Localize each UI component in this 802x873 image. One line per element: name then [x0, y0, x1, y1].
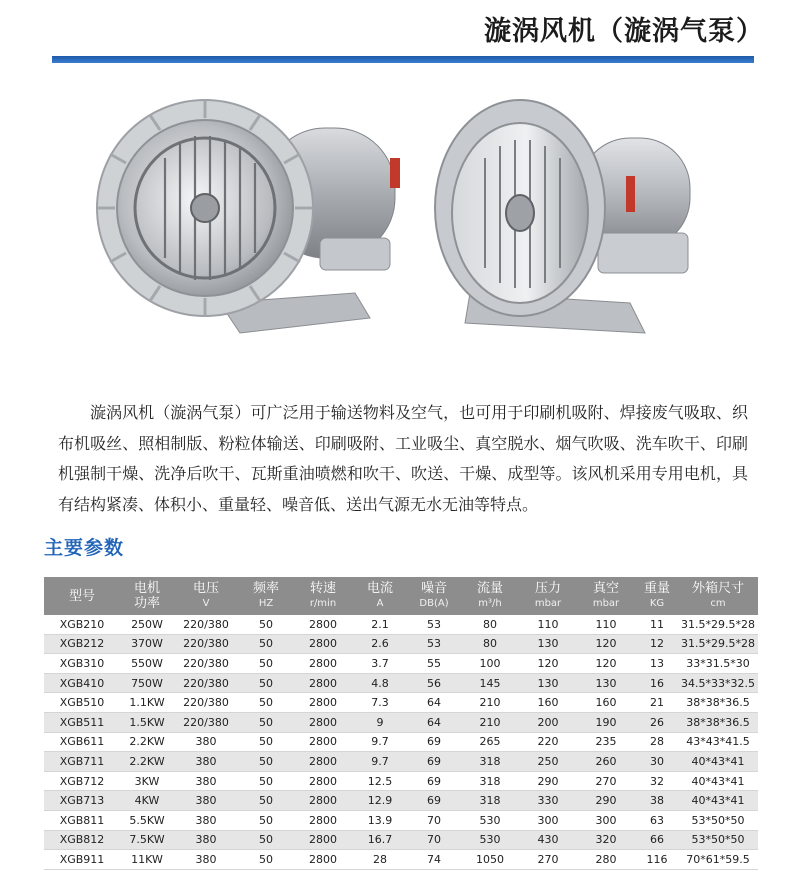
section-title: 主要参数	[44, 537, 125, 559]
table-cell: 130	[520, 673, 576, 693]
column-header: 真空 mbar	[576, 577, 636, 615]
table-cell: 50	[238, 810, 294, 830]
table-cell: 550W	[120, 654, 174, 674]
table-cell: 53*50*50	[678, 830, 758, 850]
table-cell: 69	[408, 752, 460, 772]
table-cell: 430	[520, 830, 576, 850]
table-cell: 64	[408, 693, 460, 713]
table-cell: 270	[576, 771, 636, 791]
table-cell: 380	[174, 850, 238, 870]
table-cell: 2.2KW	[120, 732, 174, 752]
table-cell: 28	[352, 850, 408, 870]
table-cell: 50	[238, 654, 294, 674]
table-cell: 530	[460, 830, 520, 850]
table-cell: 4.8	[352, 673, 408, 693]
table-row	[44, 732, 758, 752]
table-cell: 3.7	[352, 654, 408, 674]
spec-table-body	[44, 615, 758, 869]
table-cell: 2800	[294, 615, 352, 634]
table-row	[44, 830, 758, 850]
table-cell: 66	[636, 830, 678, 850]
table-cell: 2800	[294, 673, 352, 693]
table-cell: 318	[460, 752, 520, 772]
table-cell: 2800	[294, 771, 352, 791]
table-row	[44, 810, 758, 830]
table-cell: 50	[238, 752, 294, 772]
table-cell: 210	[460, 693, 520, 713]
table-cell: 50	[238, 771, 294, 791]
vortex-blower-side-image	[430, 88, 700, 348]
table-cell: XGB510	[44, 693, 120, 713]
column-header: 外箱尺寸 cm	[678, 577, 758, 615]
table-cell: 280	[576, 850, 636, 870]
table-cell: 1.1KW	[120, 693, 174, 713]
table-cell: 380	[174, 771, 238, 791]
column-header: 电机 功率	[120, 577, 174, 615]
table-cell: 120	[576, 634, 636, 654]
table-cell: 2.6	[352, 634, 408, 654]
table-cell: 110	[520, 615, 576, 634]
table-cell: 5.5KW	[120, 810, 174, 830]
column-header: 电压 V	[174, 577, 238, 615]
table-cell: 69	[408, 771, 460, 791]
table-row	[44, 693, 758, 713]
table-cell: 50	[238, 712, 294, 732]
table-cell: 2800	[294, 850, 352, 870]
table-cell: 50	[238, 673, 294, 693]
table-cell: 32	[636, 771, 678, 791]
table-cell: 74	[408, 850, 460, 870]
table-cell: 2800	[294, 830, 352, 850]
product-photos	[90, 88, 690, 348]
table-cell: 50	[238, 634, 294, 654]
table-cell: 260	[576, 752, 636, 772]
table-cell: 28	[636, 732, 678, 752]
column-header: 重量 KG	[636, 577, 678, 615]
table-cell: 2800	[294, 712, 352, 732]
table-cell: 100	[460, 654, 520, 674]
table-row	[44, 615, 758, 634]
table-cell: 7.3	[352, 693, 408, 713]
product-description: 漩涡风机（漩涡气泵）可广泛用于输送物料及空气，也可用于印刷机吸附、焊接废气吸取、织布机吸丝、照相制版、粉粒体输送、印刷吸附、工业吸尘、真空脱水、烟气吹吸、洗车吹干、印刷机强制干燥、洗净后吹干、瓦斯重油喷燃和吹干、吹送、干燥、成型等。该风机采用专用电机，具有结构紧凑、体积小、重量轻、噪音低、送出气源无水无油等特点。	[58, 403, 748, 514]
table-cell: XGB811	[44, 810, 120, 830]
table-cell: 12.5	[352, 771, 408, 791]
table-cell: 9.7	[352, 752, 408, 772]
column-header: 频率 HZ	[238, 577, 294, 615]
table-cell: 40*43*41	[678, 752, 758, 772]
table-cell: 130	[520, 634, 576, 654]
header	[0, 0, 802, 70]
table-cell: 55	[408, 654, 460, 674]
table-cell: 110	[576, 615, 636, 634]
table-cell: XGB713	[44, 791, 120, 811]
table-cell: XGB511	[44, 712, 120, 732]
spec-table	[44, 577, 758, 870]
table-cell: 320	[576, 830, 636, 850]
table-cell: 38*38*36.5	[678, 693, 758, 713]
table-cell: 40*43*41	[678, 771, 758, 791]
table-cell: 380	[174, 752, 238, 772]
table-cell: 70	[408, 830, 460, 850]
table-cell: 380	[174, 830, 238, 850]
table-cell: 9	[352, 712, 408, 732]
table-cell: 50	[238, 791, 294, 811]
table-cell: 16.7	[352, 830, 408, 850]
page-title: 漩涡风机（漩涡气泵）	[484, 16, 764, 47]
table-cell: 116	[636, 850, 678, 870]
table-cell: 210	[460, 712, 520, 732]
table-cell: 64	[408, 712, 460, 732]
column-header: 电流 A	[352, 577, 408, 615]
column-header: 型号	[44, 577, 120, 615]
table-cell: 63	[636, 810, 678, 830]
table-cell: 13.9	[352, 810, 408, 830]
table-row	[44, 850, 758, 870]
table-cell: 11	[636, 615, 678, 634]
table-cell: 290	[520, 771, 576, 791]
table-cell: 2800	[294, 752, 352, 772]
table-cell: 2800	[294, 693, 352, 713]
table-cell: 70	[408, 810, 460, 830]
table-cell: 220/380	[174, 673, 238, 693]
table-cell: 9.7	[352, 732, 408, 752]
table-row	[44, 634, 758, 654]
table-cell: 69	[408, 732, 460, 752]
column-header: 噪音 DB(A)	[408, 577, 460, 615]
table-cell: 80	[460, 615, 520, 634]
table-cell: 750W	[120, 673, 174, 693]
table-cell: 40*43*41	[678, 791, 758, 811]
table-cell: 270	[520, 850, 576, 870]
table-cell: 220	[520, 732, 576, 752]
table-cell: XGB310	[44, 654, 120, 674]
table-cell: 16	[636, 673, 678, 693]
table-cell: 120	[576, 654, 636, 674]
table-cell: 11KW	[120, 850, 174, 870]
table-cell: XGB911	[44, 850, 120, 870]
table-cell: 7.5KW	[120, 830, 174, 850]
table-row	[44, 712, 758, 732]
vortex-blower-image	[90, 88, 410, 348]
table-cell: 160	[520, 693, 576, 713]
table-cell: 69	[408, 791, 460, 811]
table-cell: 3KW	[120, 771, 174, 791]
table-cell: XGB611	[44, 732, 120, 752]
table-cell: XGB210	[44, 615, 120, 634]
table-cell: 12.9	[352, 791, 408, 811]
table-cell: 56	[408, 673, 460, 693]
table-cell: 1050	[460, 850, 520, 870]
table-cell: 290	[576, 791, 636, 811]
table-cell: 220/380	[174, 654, 238, 674]
table-cell: 13	[636, 654, 678, 674]
table-header-row	[44, 577, 758, 615]
table-cell: 220/380	[174, 615, 238, 634]
table-cell: 130	[576, 673, 636, 693]
table-cell: 50	[238, 615, 294, 634]
table-cell: 120	[520, 654, 576, 674]
table-cell: 2800	[294, 654, 352, 674]
table-cell: 370W	[120, 634, 174, 654]
table-cell: 43*43*41.5	[678, 732, 758, 752]
column-header: 转速 r/min	[294, 577, 352, 615]
table-cell: 53*50*50	[678, 810, 758, 830]
table-cell: 318	[460, 771, 520, 791]
table-cell: 220/380	[174, 693, 238, 713]
table-cell: 50	[238, 830, 294, 850]
table-row	[44, 791, 758, 811]
table-cell: 70*61*59.5	[678, 850, 758, 870]
table-cell: 50	[238, 850, 294, 870]
table-cell: 380	[174, 732, 238, 752]
table-row	[44, 771, 758, 791]
table-cell: 330	[520, 791, 576, 811]
table-cell: 380	[174, 810, 238, 830]
table-cell: 220/380	[174, 712, 238, 732]
table-cell: 145	[460, 673, 520, 693]
table-cell: 50	[238, 732, 294, 752]
table-cell: XGB812	[44, 830, 120, 850]
table-cell: XGB711	[44, 752, 120, 772]
table-cell: 12	[636, 634, 678, 654]
table-cell: 220/380	[174, 634, 238, 654]
table-cell: XGB410	[44, 673, 120, 693]
table-cell: 80	[460, 634, 520, 654]
table-cell: 300	[520, 810, 576, 830]
table-cell: 2.1	[352, 615, 408, 634]
table-cell: 2800	[294, 732, 352, 752]
table-cell: 530	[460, 810, 520, 830]
table-cell: 31.5*29.5*28	[678, 615, 758, 634]
table-cell: 235	[576, 732, 636, 752]
table-cell: 1.5KW	[120, 712, 174, 732]
table-cell: 200	[520, 712, 576, 732]
table-cell: XGB212	[44, 634, 120, 654]
table-cell: 34.5*33*32.5	[678, 673, 758, 693]
table-cell: 33*31.5*30	[678, 654, 758, 674]
table-cell: 190	[576, 712, 636, 732]
column-header: 压力 mbar	[520, 577, 576, 615]
table-cell: 38	[636, 791, 678, 811]
table-cell: 38*38*36.5	[678, 712, 758, 732]
table-cell: 50	[238, 693, 294, 713]
table-cell: 380	[174, 791, 238, 811]
table-row	[44, 673, 758, 693]
table-cell: 300	[576, 810, 636, 830]
table-cell: XGB712	[44, 771, 120, 791]
table-cell: 31.5*29.5*28	[678, 634, 758, 654]
table-row	[44, 752, 758, 772]
table-cell: 26	[636, 712, 678, 732]
table-cell: 250	[520, 752, 576, 772]
table-cell: 53	[408, 615, 460, 634]
table-cell: 30	[636, 752, 678, 772]
column-header: 流量 m³/h	[460, 577, 520, 615]
table-cell: 160	[576, 693, 636, 713]
table-row	[44, 654, 758, 674]
table-cell: 2.2KW	[120, 752, 174, 772]
table-cell: 21	[636, 693, 678, 713]
title-underline	[52, 56, 754, 63]
table-cell: 2800	[294, 810, 352, 830]
table-cell: 265	[460, 732, 520, 752]
table-cell: 2800	[294, 791, 352, 811]
table-cell: 2800	[294, 634, 352, 654]
table-cell: 53	[408, 634, 460, 654]
table-cell: 4KW	[120, 791, 174, 811]
table-cell: 318	[460, 791, 520, 811]
table-cell: 250W	[120, 615, 174, 634]
